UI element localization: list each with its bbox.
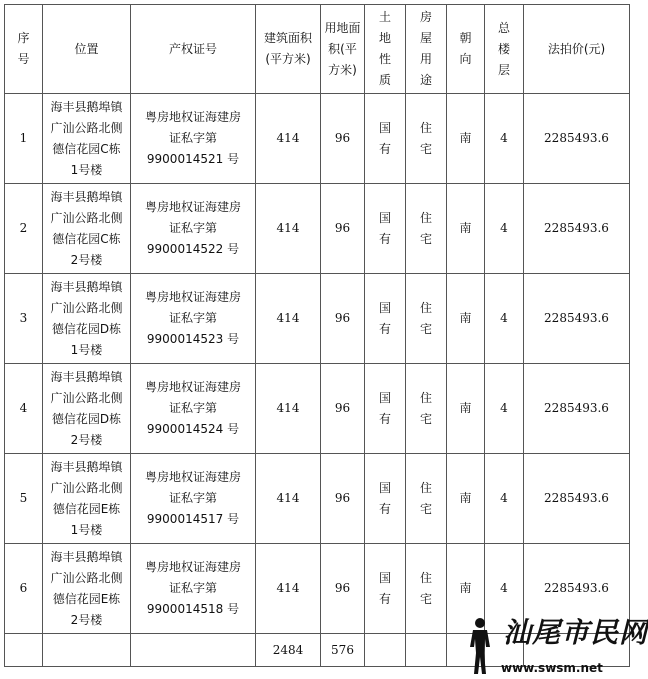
cell-location: 海丰县鹅埠镇广汕公路北侧德信花园D栋2号楼: [43, 364, 131, 454]
watermark-url: www.swsm.net: [501, 661, 603, 675]
cell-empty: [365, 634, 406, 667]
cell-price: 2285493.6: [524, 274, 630, 364]
cell-orientation: 南: [447, 94, 485, 184]
cell-land-nature: 国有: [365, 364, 406, 454]
cell-empty: [5, 634, 43, 667]
watermark-text: 汕尾市民网: [503, 616, 648, 649]
cell-total-floors: 4: [485, 94, 524, 184]
cell-house-use: 住宅: [406, 454, 447, 544]
cell-house-use: 住宅: [406, 274, 447, 364]
cell-price: 2285493.6: [524, 184, 630, 274]
cell-land-area: 96: [321, 274, 365, 364]
header-cert: 产权证号: [131, 5, 256, 94]
cell-seq: 4: [5, 364, 43, 454]
cell-cert: 粤房地权证海建房 证私字第 9900014521 号: [131, 94, 256, 184]
cell-seq: 1: [5, 94, 43, 184]
cell-cert: 粤房地权证海建房 证私字第 9900014517 号: [131, 454, 256, 544]
header-land-area: 用地面积(平方米): [321, 5, 365, 94]
cell-land-area: 96: [321, 364, 365, 454]
header-row: [5, 5, 630, 94]
cell-price: 2285493.6: [524, 364, 630, 454]
total-building-area: 2484: [256, 634, 321, 667]
header-price: 法拍价(元): [524, 5, 630, 94]
cell-land-area: 96: [321, 454, 365, 544]
table-row: [5, 364, 630, 454]
cell-orientation: 南: [447, 544, 485, 634]
header-seq: 序号: [5, 5, 43, 94]
cell-cert: 粤房地权证海建房 证私字第 9900014523 号: [131, 274, 256, 364]
cell-price: 2285493.6: [524, 454, 630, 544]
cell-seq: 2: [5, 184, 43, 274]
cell-orientation: 南: [447, 184, 485, 274]
cell-orientation: 南: [447, 364, 485, 454]
cell-location: 海丰县鹅埠镇广汕公路北侧德信花园C栋2号楼: [43, 184, 131, 274]
cell-empty: [131, 634, 256, 667]
header-house-use: 房屋用途: [406, 5, 447, 94]
cell-seq: 3: [5, 274, 43, 364]
cell-land-nature: 国有: [365, 544, 406, 634]
auction-property-table: [4, 4, 630, 667]
cell-house-use: 住宅: [406, 94, 447, 184]
cell-empty: [406, 634, 447, 667]
cell-seq: 6: [5, 544, 43, 634]
site-watermark: [459, 609, 648, 679]
table-row: [5, 274, 630, 364]
cell-building-area: 414: [256, 454, 321, 544]
cell-building-area: 414: [256, 274, 321, 364]
header-orientation: 朝向: [447, 5, 485, 94]
cell-orientation: 南: [447, 454, 485, 544]
cell-land-area: 96: [321, 544, 365, 634]
cell-cert: 粤房地权证海建房 证私字第 9900014522 号: [131, 184, 256, 274]
table-row: [5, 454, 630, 544]
cell-land-area: 96: [321, 94, 365, 184]
cell-orientation: 南: [447, 274, 485, 364]
cell-cert: 粤房地权证海建房 证私字第 9900014524 号: [131, 364, 256, 454]
header-total-floors: 总楼层: [485, 5, 524, 94]
cell-land-nature: 国有: [365, 274, 406, 364]
cell-price: 2285493.6: [524, 94, 630, 184]
cell-total-floors: 4: [485, 184, 524, 274]
cell-location: 海丰县鹅埠镇广汕公路北侧德信花园E栋2号楼: [43, 544, 131, 634]
cell-seq: 5: [5, 454, 43, 544]
cell-total-floors: 4: [485, 544, 524, 634]
cell-house-use: 住宅: [406, 364, 447, 454]
cell-land-nature: 国有: [365, 184, 406, 274]
cell-house-use: 住宅: [406, 544, 447, 634]
cell-building-area: 414: [256, 364, 321, 454]
cell-building-area: 414: [256, 184, 321, 274]
cell-location: 海丰县鹅埠镇广汕公路北侧德信花园C栋1号楼: [43, 94, 131, 184]
header-location: 位置: [43, 5, 131, 94]
cell-total-floors: 4: [485, 364, 524, 454]
cell-location: 海丰县鹅埠镇广汕公路北侧德信花园D栋1号楼: [43, 274, 131, 364]
header-building-area: 建筑面积(平方米): [256, 5, 321, 94]
cell-building-area: 414: [256, 544, 321, 634]
total-land-area: 576: [321, 634, 365, 667]
cell-total-floors: 4: [485, 454, 524, 544]
cell-land-area: 96: [321, 184, 365, 274]
cell-land-nature: 国有: [365, 94, 406, 184]
cell-location: 海丰县鹅埠镇广汕公路北侧德信花园E栋1号楼: [43, 454, 131, 544]
cell-empty: [43, 634, 131, 667]
cell-land-nature: 国有: [365, 454, 406, 544]
cell-price: 2285493.6: [524, 544, 630, 634]
table-row: [5, 94, 630, 184]
cell-cert: 粤房地权证海建房 证私字第 9900014518 号: [131, 544, 256, 634]
cell-building-area: 414: [256, 94, 321, 184]
person-silhouette-icon: [467, 617, 493, 675]
table-row: [5, 184, 630, 274]
header-land-nature: 土地性质: [365, 5, 406, 94]
cell-total-floors: 4: [485, 274, 524, 364]
cell-house-use: 住宅: [406, 184, 447, 274]
